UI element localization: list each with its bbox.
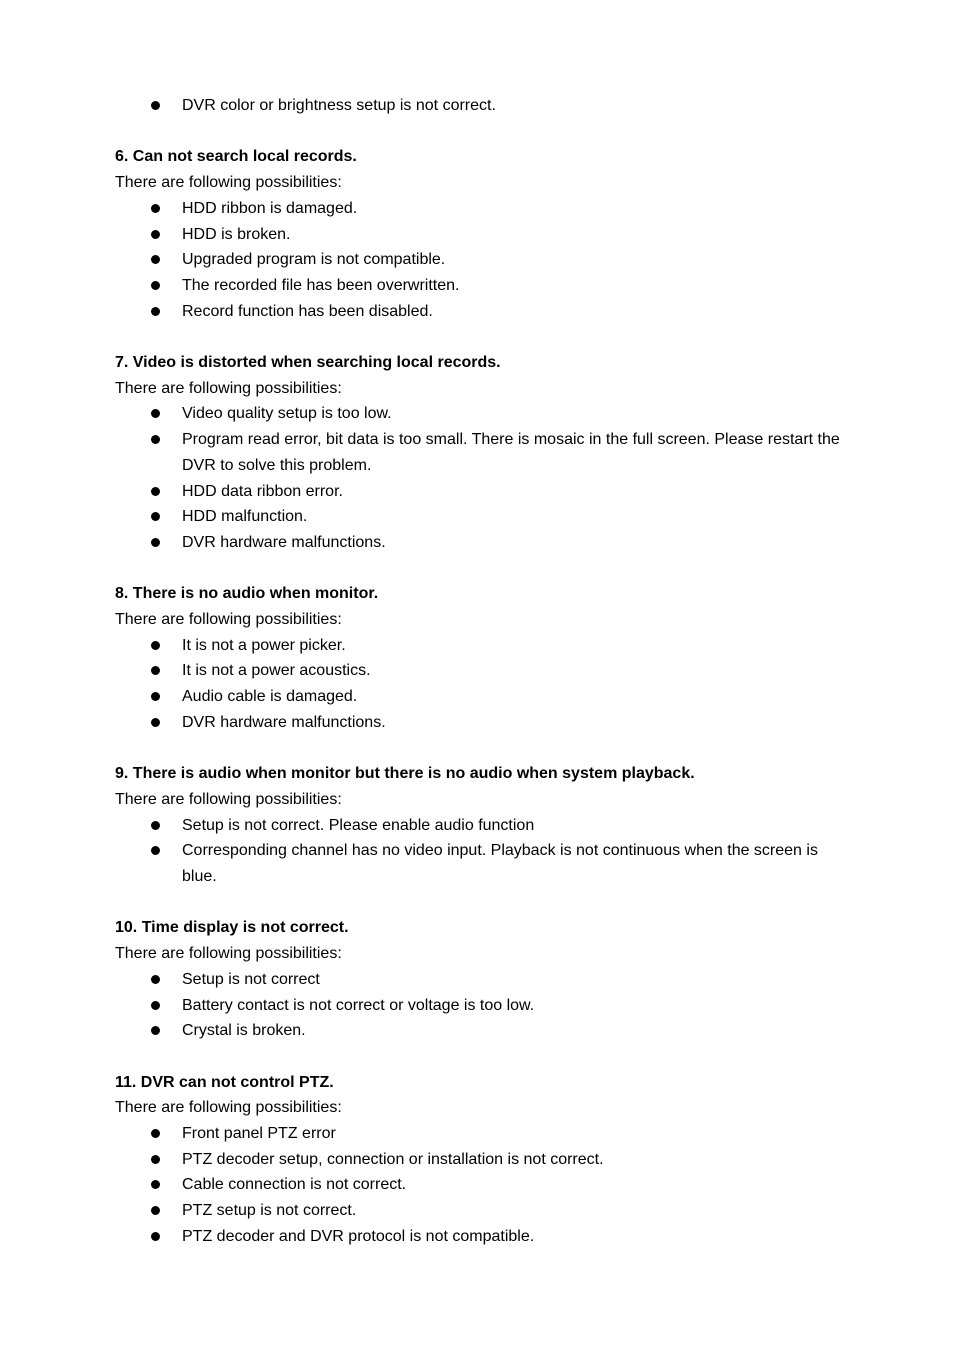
list-item-text: Corresponding channel has no video input. Playback is not continuous when the screen is blue. [182, 842, 818, 886]
list-item [115, 658, 840, 684]
section-title: 9. There is audio when monitor but there is no audio when system playback. [115, 765, 695, 783]
list-item-text: DVR hardware malfunctions. [182, 533, 386, 551]
list-item-text: HDD is broken. [182, 225, 291, 243]
spacer [115, 119, 840, 145]
spacer [115, 1044, 840, 1070]
list-item [115, 1172, 840, 1198]
section-intro: There are following possibilities: [115, 174, 342, 192]
list-item-text: Program read error, bit data is too small. There is mosaic in the full screen. Please restart the DVR to solve this problem. [182, 431, 840, 474]
bullet-icon [151, 101, 160, 110]
bullet-icon [151, 641, 160, 650]
list-item [115, 273, 840, 299]
spacer [115, 556, 840, 582]
list-item [115, 1147, 840, 1173]
spacer [115, 890, 840, 916]
section-title: 8. There is no audio when monitor. [115, 585, 379, 603]
list-item-text: Crystal is broken. [182, 1022, 306, 1040]
bullet-icon [151, 666, 160, 675]
top-bullet-list [115, 93, 840, 119]
list-item-text: Battery contact is not correct or voltage is too low. [182, 996, 535, 1014]
list-item-text: Setup is not correct [182, 970, 320, 988]
list-item-text: HDD malfunction. [182, 508, 308, 526]
list-item-text: Front panel PTZ error [182, 1125, 336, 1143]
list-item [115, 1224, 840, 1250]
list-item-text: It is not a power acoustics. [182, 662, 371, 680]
list-item-text: PTZ decoder and DVR protocol is not compatible. [182, 1227, 535, 1245]
list-item-text: HDD data ribbon error. [182, 482, 343, 500]
section-6 [115, 144, 840, 324]
list-item-text: Upgraded program is not compatible. [182, 251, 446, 269]
list-item-text: DVR hardware malfunctions. [182, 713, 386, 731]
list-item [115, 401, 840, 427]
section-title: 11. DVR can not control PTZ. [115, 1073, 334, 1091]
bullet-icon [151, 230, 160, 239]
list-item [115, 427, 840, 478]
bullet-icon [151, 1129, 160, 1138]
list-item [115, 1198, 840, 1224]
bullet-icon [151, 538, 160, 547]
bullet-icon [151, 821, 160, 830]
bullet-list [115, 196, 840, 325]
section-10 [115, 915, 840, 1044]
list-item [115, 813, 840, 839]
section-11 [115, 1070, 840, 1250]
list-item [115, 1121, 840, 1147]
bullet-icon [151, 435, 160, 444]
bullet-icon [151, 1232, 160, 1241]
list-item-text: DVR color or brightness setup is not correct. [182, 97, 496, 114]
bullet-icon [151, 255, 160, 264]
bullet-list [115, 813, 840, 890]
list-item [115, 504, 840, 530]
list-item-text: Setup is not correct. Please enable audio function [182, 816, 535, 834]
list-item-text: Cable connection is not correct. [182, 1176, 407, 1194]
spacer [115, 736, 840, 762]
list-item-text: The recorded file has been overwritten. [182, 276, 460, 294]
bullet-icon [151, 1026, 160, 1035]
section-9 [115, 761, 840, 890]
section-intro: There are following possibilities: [115, 1099, 342, 1117]
section-7 [115, 350, 840, 556]
section-intro: There are following possibilities: [115, 790, 342, 808]
bullet-icon [151, 1001, 160, 1010]
list-item [115, 1018, 840, 1044]
list-item-text: It is not a power picker. [182, 636, 346, 654]
list-item [115, 710, 840, 736]
section-intro: There are following possibilities: [115, 379, 342, 397]
list-item-text: PTZ setup is not correct. [182, 1202, 357, 1220]
list-item-text: PTZ decoder setup, connection or installation is not correct. [182, 1150, 604, 1168]
bullet-icon [151, 512, 160, 521]
list-item [115, 222, 840, 248]
bullet-list [115, 633, 840, 736]
bullet-icon [151, 409, 160, 418]
bullet-icon [151, 718, 160, 727]
section-8 [115, 581, 840, 735]
list-item-text: Video quality setup is too low. [182, 405, 392, 423]
document-content [115, 93, 840, 1250]
bullet-icon [151, 846, 160, 855]
bullet-list [115, 401, 840, 555]
section-title: 10. Time display is not correct. [115, 919, 349, 937]
bullet-icon [151, 281, 160, 290]
list-item [115, 530, 840, 556]
bullet-list [115, 967, 840, 1044]
list-item-text: Record function has been disabled. [182, 302, 433, 320]
bullet-icon [151, 307, 160, 316]
list-item [115, 479, 840, 505]
section-title: 7. Video is distorted when searching local records. [115, 354, 501, 371]
list-item [115, 684, 840, 710]
section-title: 6. Can not search local records. [115, 148, 357, 166]
bullet-icon [151, 1155, 160, 1164]
spacer [115, 324, 840, 350]
list-item [115, 247, 840, 273]
list-item [115, 838, 840, 889]
list-item [115, 993, 840, 1019]
section-intro: There are following possibilities: [115, 945, 342, 963]
bullet-icon [151, 204, 160, 213]
bullet-icon [151, 692, 160, 701]
list-item [115, 967, 840, 993]
list-item [115, 93, 840, 119]
bullet-list [115, 1121, 840, 1250]
list-item-text: Audio cable is damaged. [182, 688, 358, 706]
bullet-icon [151, 487, 160, 496]
bullet-icon [151, 1206, 160, 1215]
section-intro: There are following possibilities: [115, 611, 342, 629]
bullet-icon [151, 1180, 160, 1189]
list-item [115, 633, 840, 659]
list-item [115, 299, 840, 325]
list-item-text: HDD ribbon is damaged. [182, 199, 358, 217]
bullet-icon [151, 975, 160, 984]
list-item [115, 196, 840, 222]
